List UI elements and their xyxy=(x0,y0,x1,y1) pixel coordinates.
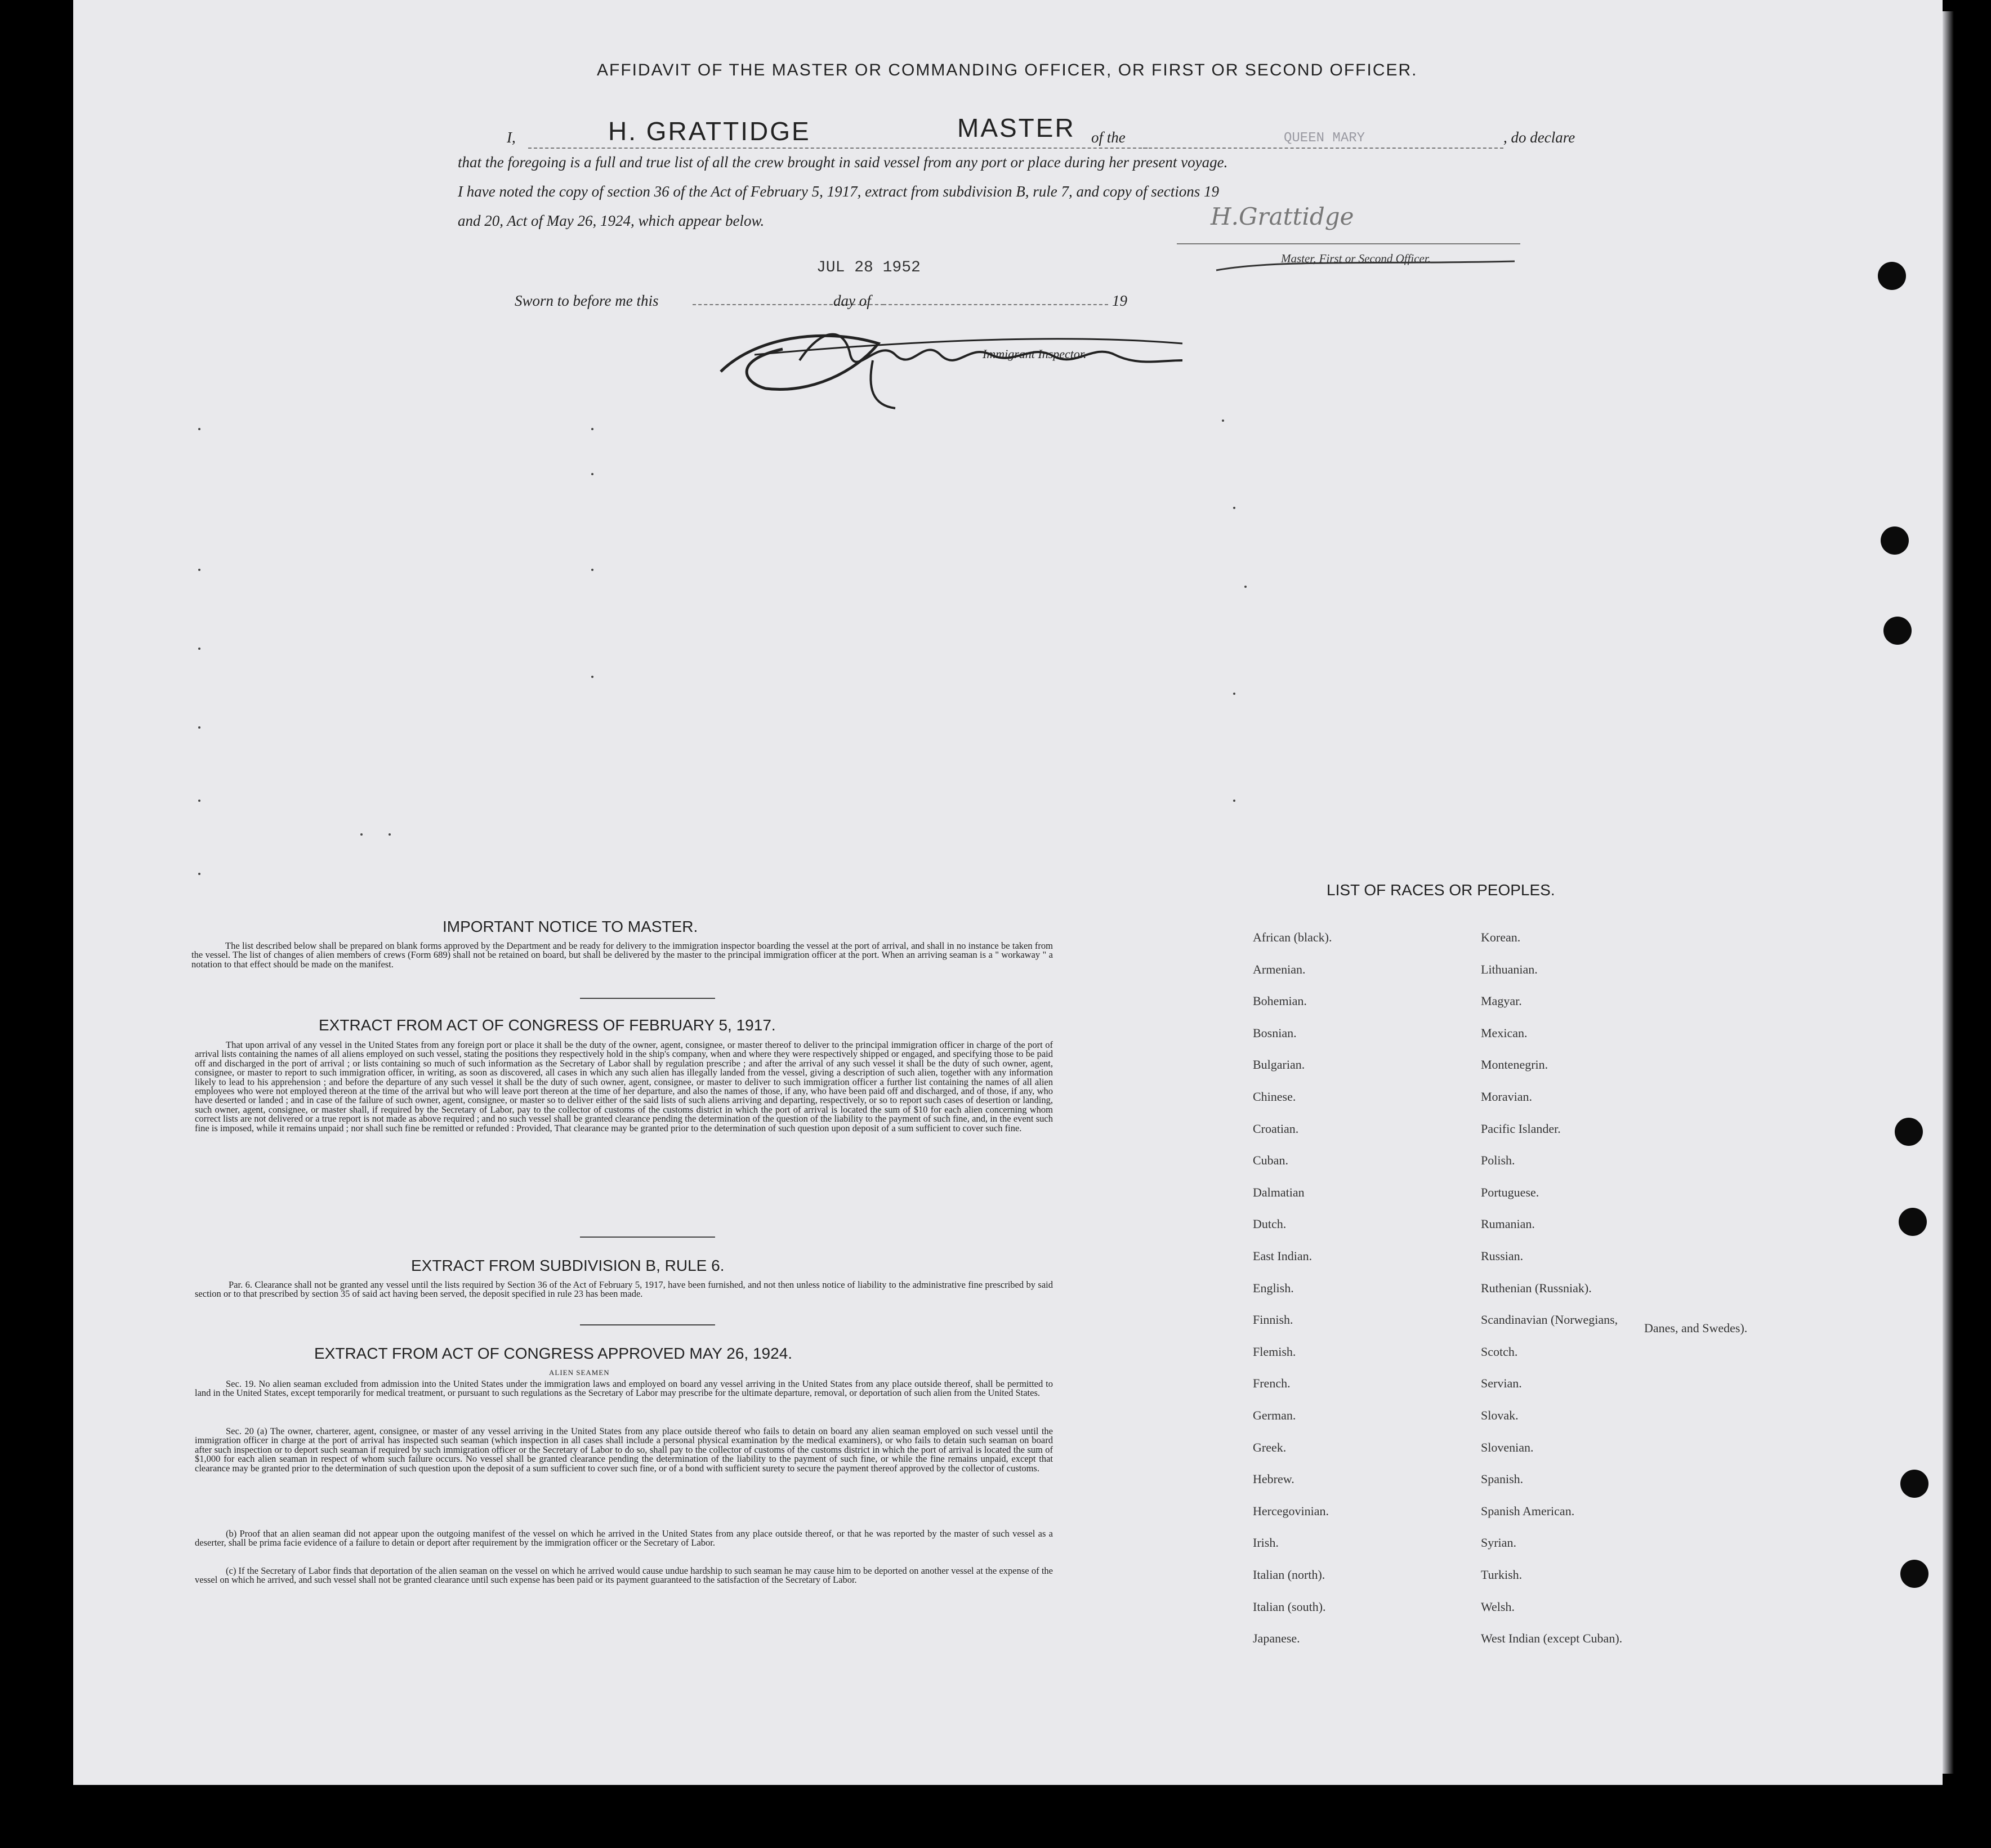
race-item: Lithuanian. xyxy=(1481,962,1538,976)
date-stamp: JUL 28 1952 xyxy=(816,259,921,276)
extract-1924-title: EXTRACT FROM ACT OF CONGRESS APPROVED MAY 26, 1924. xyxy=(314,1345,793,1362)
race-item: Armenian. xyxy=(1253,962,1306,976)
extract-1917-divider xyxy=(580,1237,715,1238)
race-item: Flemish. xyxy=(1253,1344,1296,1359)
affidavit-line1-suffix: , do declare xyxy=(1503,129,1575,146)
extract-1917-title: EXTRACT FROM ACT OF CONGRESS OF FEBRUARY 5, 1917. xyxy=(319,1016,776,1034)
inspector-caption: Immigrant Inspector. xyxy=(983,347,1087,361)
race-item: West Indian (except Cuban). xyxy=(1481,1631,1623,1646)
notice-body: The list described below shall be prepared on blank forms approved by the Department and be ready for delivery to the immigration inspector boarding the vessel at the port of arrival, and shall in no instance be taken from the vessel. The list of changes of alien members of crews (Form 689) shall not be retained on board, but shall be delivered by the master to the principal immigration officer at the port. When an arriving seaman is a " workaway " a notation to that effect should be made on the manifest. xyxy=(191,940,1053,970)
race-item: Moravian. xyxy=(1481,1090,1533,1104)
race-item: Irish. xyxy=(1253,1535,1279,1550)
affidavit-line4: and 20, Act of May 26, 1924, which appear below. xyxy=(458,212,765,229)
race-item: Bulgarian. xyxy=(1253,1057,1305,1072)
race-item: East Indian. xyxy=(1253,1249,1313,1263)
sheet-edge xyxy=(1943,11,1954,1774)
sworn-year-prefix: 19 xyxy=(1112,292,1127,309)
notice-title: IMPORTANT NOTICE TO MASTER. xyxy=(443,918,698,935)
race-item: Pacific Islander. xyxy=(1481,1121,1561,1136)
race-item: Bosnian. xyxy=(1253,1025,1297,1040)
master-signature-line xyxy=(1177,243,1520,244)
race-item: Portuguese. xyxy=(1481,1185,1539,1199)
extract-1924-sec20a: Sec. 20 (a) The owner, charterer, agent, consignee, or master of any vessel arriving in the United States from any place outside thereof who fails to detain on board any alien seaman employed on such vessel until the immigration officer in charge at the port of arrival has inspected such seaman (which inspection in all cases shall include a personal physical examination by the medical examiners), or who fails to detain such seaman on board after such inspection or to deport such seaman if required by such immigration officer or the Secretary of Labor to do so, shall pay to the collector of customs of the customs district in which the port of arrival is located the sum of $1,000 for each alien seaman in respect of whom such failure occurs. No vessel shall be granted clearance pending the determination of the liability to the payment of such fine, or while the fine remains unpaid, except that clearance may be granted prior to the determination of such question upon the deposit of a sum sufficient to cover such fine, or of a bond with sufficient surety to secure the payment thereof approved by the collector of customs. xyxy=(195,1426,1053,1474)
affidavit-line1-prefix: I, xyxy=(507,129,516,146)
strike-mark xyxy=(1211,248,1526,276)
race-item: Dalmatian xyxy=(1253,1185,1305,1199)
binder-hole xyxy=(1900,1560,1928,1588)
extract-1917-body: That upon arrival of any vessel in the United States from any foreign port or place it shall be the duty of the owner, agent, consignee, or master thereof to deliver to the principal immigration officer in charge of the port of arrival lists containing the names of all aliens employed on such vessel, stating the positions they respectively hold in the ship's company, when and where they were respectively shipped or engaged, and specifying those to be paid off and discharged in the port of arrival ; or lists containing so much of such information as the Secretary of Labor shall by regulation prescribe ; and after the arrival of any such vessel it shall be the duty of such owner, agent, consignee, or master to report to such immigration officer, in writing, as soon as discovered, all cases in which any such alien has illegally landed from the vessel, giving a description of such alien, together with any information likely to lead to his apprehension ; and before the departure of any such vessel it shall be the duty of such owner, agent, consignee, or master to deliver to such immigration officer a further list containing the names of all alien employees who were not employed thereon at the time of the arrival but who will leave port thereon at the time of her departure, and also the names of those, if any, who have been paid off and discharged, and of those, if any, who have deserted or landed ; and in case of the failure of such owner, agent, consignee, or master so to deliver either of the said lists of such aliens arriving and departing, respectively, or so to report such cases of desertion or landing, such owner, agent, consignee, or master shall, if required by the Secretary of Labor, pay to the collector of customs of the customs district in which the port of arrival is located the sum of $10 for each alien concerning whom correct lists are not delivered or a true report is not made as above required ; and no such vessel shall be granted clearance pending the determination of the question of the liability to the payment of such fine, and, in the event such fine is imposed, while it remains unpaid ; nor shall such fine be remitted or refunded : Provided, That clearance may be granted prior to the determination of such question upon deposit of a sum sufficient to cover such fine. xyxy=(195,1039,1053,1133)
race-item: Syrian. xyxy=(1481,1535,1516,1550)
race-item: Japanese. xyxy=(1253,1631,1300,1646)
extract-rule6-title: EXTRACT FROM SUBDIVISION B, RULE 6. xyxy=(411,1257,725,1274)
race-item: Turkish. xyxy=(1481,1568,1523,1582)
affidavit-heading: AFFIDAVIT OF THE MASTER OR COMMANDING OFFICER, OR FIRST OR SECOND OFFICER. xyxy=(597,61,1418,79)
extract-rule6-body: Par. 6. Clearance shall not be granted any vessel until the lists required by Section 36 of the Act of February 5, 1917, have been furnished, and not then unless notice of liability to the administrative fine prescribed by said section or to that prescribed by section 35 of said act having been served, the deposit specified in rule 23 has been made. xyxy=(195,1279,1053,1300)
race-item: Welsh. xyxy=(1481,1599,1515,1614)
binder-hole xyxy=(1895,1118,1923,1146)
binder-hole xyxy=(1899,1208,1927,1236)
binder-hole xyxy=(1883,617,1912,645)
races-title: LIST OF RACES OR PEOPLES. xyxy=(1327,881,1555,899)
affidavit-of-the: of the xyxy=(1091,129,1126,146)
race-item: Magyar. xyxy=(1481,994,1522,1008)
race-item: Polish. xyxy=(1481,1153,1515,1168)
race-item: Bohemian. xyxy=(1253,994,1307,1008)
race-item: Montenegrin. xyxy=(1481,1057,1548,1072)
affidavit-line2: that the foregoing is a full and true list of all the crew brought in said vessel from any port or place during her present voyage. xyxy=(458,154,1228,171)
race-item: Ruthenian (Russniak). xyxy=(1481,1280,1592,1295)
race-item: German. xyxy=(1253,1408,1296,1422)
race-item: Hercegovinian. xyxy=(1253,1503,1329,1518)
race-item: Korean. xyxy=(1481,930,1521,944)
race-item: Italian (north). xyxy=(1253,1568,1325,1582)
race-item: African (black). xyxy=(1253,930,1332,944)
vessel-name: QUEEN MARY xyxy=(1284,131,1365,146)
race-item: Italian (south). xyxy=(1253,1599,1326,1614)
race-item: Servian. xyxy=(1481,1376,1522,1391)
binder-hole xyxy=(1878,262,1906,290)
affidavit-line3: I have noted the copy of section 36 of the Act of February 5, 1917, extract from subdivision B, rule 7, and copy of sections 19 xyxy=(458,183,1219,200)
extract-1924-sec19: Sec. 19. No alien seaman excluded from admission into the United States under the immigration laws and employed on board any vessel arriving in the United States from any place outside thereof, shall be permitted to land in the United States, except temporarily for medical treatment, or pursuant to such regulations as the Secretary of Labor may prescribe for the ultimate departure, removal, or deportation of such alien from the United States. xyxy=(195,1378,1053,1399)
race-item: Scandinavian (Norwegians, xyxy=(1481,1313,1618,1327)
document-sheet xyxy=(73,0,1943,1785)
race-item: Dutch. xyxy=(1253,1217,1287,1231)
master-signature: H.Grattidge xyxy=(1211,203,1354,230)
notice-divider xyxy=(580,998,715,999)
race-item: Slovak. xyxy=(1481,1408,1519,1422)
race-item: Cuban. xyxy=(1253,1153,1288,1168)
race-item: Spanish. xyxy=(1481,1472,1524,1487)
master-name: H. GRATTIDGE xyxy=(608,117,811,146)
extract-rule6-divider xyxy=(580,1324,715,1325)
race-item: Rumanian. xyxy=(1481,1217,1535,1231)
race-scandinavian-cont: Danes, and Swedes). xyxy=(1644,1321,1748,1335)
race-item: English. xyxy=(1253,1280,1294,1295)
sworn-day-of: day of xyxy=(833,292,871,309)
master-caption: Master, First or Second Officer. xyxy=(1281,252,1431,265)
sworn-prefix: Sworn to before me this xyxy=(515,292,659,309)
race-item: Slovenian. xyxy=(1481,1440,1534,1454)
race-item: Spanish American. xyxy=(1481,1503,1575,1518)
race-item: Greek. xyxy=(1253,1440,1287,1454)
extract-1924-subtitle: ALIEN SEAMEN xyxy=(549,1368,610,1377)
master-rank: MASTER xyxy=(957,113,1075,142)
race-item: Scotch. xyxy=(1481,1344,1518,1359)
extract-1924-sec20b: (b) Proof that an alien seaman did not appear upon the outgoing manifest of the vessel on which he arrived in the United States from any place outside thereof, or that he was reported by the master of such vessel as a deserter, shall be prima facie evidence of a failure to detain or deport after requirement by the immigration officer or the Secretary of Labor. xyxy=(195,1528,1053,1548)
race-item: Finnish. xyxy=(1253,1313,1293,1327)
binder-hole xyxy=(1881,526,1909,555)
race-item: French. xyxy=(1253,1376,1291,1391)
race-item: Croatian. xyxy=(1253,1121,1299,1136)
race-item: Chinese. xyxy=(1253,1090,1296,1104)
binder-hole xyxy=(1900,1470,1928,1498)
race-item: Mexican. xyxy=(1481,1025,1528,1040)
race-item: Russian. xyxy=(1481,1249,1524,1263)
inspector-signature xyxy=(709,293,1194,417)
race-item: Hebrew. xyxy=(1253,1472,1294,1487)
extract-1924-sec20c: (c) If the Secretary of Labor finds that deportation of the alien seaman on the vessel on which he arrived would cause undue hardship to such seaman he may cause him to be deported on another vessel at the expense of the vessel on which he arrived, and such vessel shall not be granted clearance until such expense has been paid or its payment guaranteed to the satisfaction of the Secretary of Labor. xyxy=(195,1565,1053,1586)
